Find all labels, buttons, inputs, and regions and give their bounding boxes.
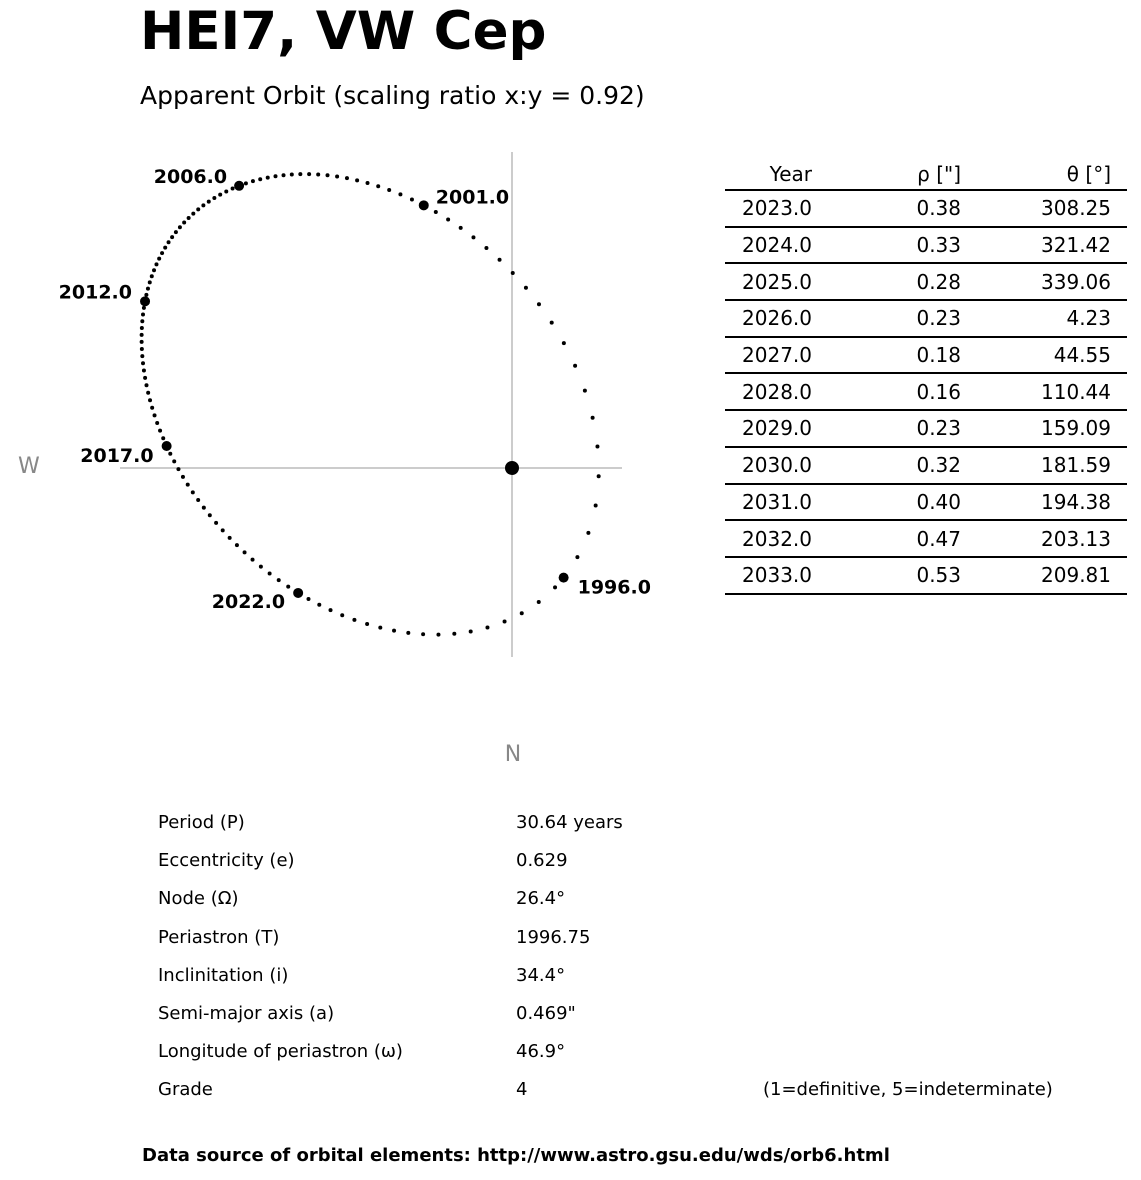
data-source-note: Data source of orbital elements: http://www.astro.gsu.edu/wds/orb6.html bbox=[142, 1145, 890, 1166]
element-value: 1996.75 bbox=[516, 926, 591, 948]
orbit-dot bbox=[182, 221, 186, 225]
orbit-dot bbox=[434, 210, 438, 214]
orbit-dot bbox=[575, 555, 579, 559]
table-cell-col-theta: 209.81 bbox=[961, 557, 1127, 594]
orbit-dot bbox=[143, 376, 147, 380]
table-cell-col-theta: 181.59 bbox=[961, 447, 1127, 484]
orbit-dot bbox=[146, 391, 150, 395]
table-row bbox=[725, 337, 1127, 374]
orbit-dot bbox=[286, 585, 290, 589]
table-cell-col-year: 2026.0 bbox=[725, 300, 815, 337]
orbit-dot bbox=[142, 369, 146, 373]
element-label: Grade bbox=[158, 1079, 213, 1101]
table-cell-col-year: 2032.0 bbox=[725, 520, 815, 557]
orbit-dot bbox=[141, 361, 145, 365]
orbit-dot bbox=[167, 240, 171, 244]
orbit-dot bbox=[187, 216, 191, 220]
orbit-dot bbox=[553, 585, 557, 589]
orbit-dot bbox=[148, 280, 152, 284]
orbit-dot bbox=[392, 629, 396, 633]
orbit-dot bbox=[459, 226, 463, 230]
element-row bbox=[0, 1033, 1141, 1071]
orbit-dot bbox=[485, 626, 489, 630]
orbit-dot bbox=[406, 631, 410, 635]
element-label: Periastron (T) bbox=[158, 926, 280, 948]
table-cell-col-year: 2025.0 bbox=[725, 263, 815, 300]
table-cell-col-theta: 4.23 bbox=[961, 300, 1127, 337]
orbit-dot bbox=[170, 235, 174, 239]
orbit-dot bbox=[345, 176, 349, 180]
orbit-dot bbox=[140, 319, 144, 323]
table-cell-col-year: 2031.0 bbox=[725, 484, 815, 521]
orbit-dot bbox=[329, 608, 333, 612]
element-row bbox=[0, 880, 1141, 918]
orbit-dot bbox=[307, 172, 311, 176]
orbit-dot bbox=[150, 274, 154, 278]
table-cell-col-theta: 44.55 bbox=[961, 337, 1127, 374]
orbit-dot bbox=[352, 618, 356, 622]
orbit-dot bbox=[446, 217, 450, 221]
orbit-dot bbox=[161, 436, 165, 440]
table-cell-col-year: 2028.0 bbox=[725, 373, 815, 410]
epoch-label: 2022.0 bbox=[211, 590, 286, 613]
orbit-plot bbox=[0, 0, 700, 800]
ephemeris-table bbox=[725, 158, 1127, 595]
orbit-dot bbox=[212, 196, 216, 200]
orbit-dot bbox=[243, 550, 247, 554]
orbit-dot bbox=[562, 341, 566, 345]
element-value: 34.4° bbox=[516, 964, 566, 986]
orbit-dot bbox=[277, 578, 281, 582]
orbit-dot bbox=[410, 198, 414, 202]
orbit-dot bbox=[365, 622, 369, 626]
table-cell-col-rho: 0.53 bbox=[815, 557, 961, 594]
epoch-dot bbox=[559, 573, 569, 583]
orbit-dot bbox=[366, 181, 370, 185]
orbit-dot bbox=[224, 189, 228, 193]
table-cell-col-rho: 0.28 bbox=[815, 263, 961, 300]
table-row bbox=[725, 300, 1127, 337]
orbit-dot bbox=[268, 571, 272, 575]
epoch-dot bbox=[162, 441, 172, 451]
orbit-dot bbox=[259, 565, 263, 569]
element-value: 46.9° bbox=[516, 1041, 566, 1063]
orbit-dot bbox=[168, 452, 172, 456]
orbit-dot bbox=[142, 306, 146, 310]
orbit-dot bbox=[191, 212, 195, 216]
orbit-dot bbox=[140, 333, 144, 337]
element-row bbox=[0, 957, 1141, 995]
table-cell-col-year: 2030.0 bbox=[725, 447, 815, 484]
orbit-dot bbox=[191, 490, 195, 494]
element-row bbox=[0, 1071, 1141, 1109]
orbit-dot bbox=[452, 632, 456, 636]
orbit-dot bbox=[597, 474, 601, 478]
orbit-dot bbox=[157, 257, 161, 261]
orbit-dot bbox=[235, 543, 239, 547]
orbit-dot bbox=[140, 326, 144, 330]
orbit-dot bbox=[144, 293, 148, 297]
page-title: HEI7, VW Cep bbox=[140, 1, 547, 62]
ephemeris-table-body bbox=[725, 190, 1127, 594]
orbit-dot bbox=[244, 181, 248, 185]
orbit-dot bbox=[326, 173, 330, 177]
table-cell-col-year: 2029.0 bbox=[725, 410, 815, 447]
epoch-label: 2012.0 bbox=[58, 281, 132, 304]
west-label: W bbox=[18, 454, 40, 479]
table-cell-col-theta: 339.06 bbox=[961, 263, 1127, 300]
epoch-dot bbox=[140, 296, 150, 306]
primary-star-marker bbox=[505, 461, 519, 475]
element-value: 30.64 years bbox=[516, 812, 623, 833]
orbit-dot bbox=[550, 321, 554, 325]
orbit-dot bbox=[218, 193, 222, 197]
table-cell-col-rho: 0.38 bbox=[815, 190, 961, 227]
element-value: 0.469" bbox=[516, 1003, 576, 1024]
element-value: 26.4° bbox=[516, 888, 566, 910]
element-label: Eccentricity (e) bbox=[158, 850, 295, 872]
table-row bbox=[725, 373, 1127, 410]
table-cell-col-rho: 0.23 bbox=[815, 300, 961, 337]
epoch-label: 2001.0 bbox=[435, 186, 510, 209]
table-cell-col-year: 2024.0 bbox=[725, 227, 815, 264]
orbit-dot bbox=[298, 172, 302, 176]
table-row bbox=[725, 520, 1127, 557]
orbit-dot bbox=[524, 286, 528, 290]
table-cell-col-year: 2033.0 bbox=[725, 557, 815, 594]
orbit-dot bbox=[150, 406, 154, 410]
orbit-dot bbox=[176, 467, 180, 471]
table-cell-col-theta: 308.25 bbox=[961, 190, 1127, 227]
table-row bbox=[725, 227, 1127, 264]
orbit-dot bbox=[145, 383, 149, 387]
element-label: Semi-major axis (a) bbox=[158, 1003, 335, 1024]
epoch-label: 2006.0 bbox=[153, 165, 228, 188]
epoch-label: 1996.0 bbox=[577, 576, 651, 599]
orbit-dot bbox=[214, 521, 218, 525]
orbit-dot bbox=[266, 176, 270, 180]
table-cell-col-rho: 0.47 bbox=[815, 520, 961, 557]
table-row bbox=[725, 263, 1127, 300]
orbit-dot bbox=[186, 483, 190, 487]
orbit-dot bbox=[196, 207, 200, 211]
table-row bbox=[725, 557, 1127, 594]
table-row bbox=[725, 447, 1127, 484]
orbit-dot bbox=[274, 174, 278, 178]
orbit-dot bbox=[146, 287, 150, 291]
orbit-dot bbox=[376, 184, 380, 188]
orbit-dot bbox=[140, 354, 144, 358]
orbit-dot bbox=[498, 258, 502, 262]
table-row bbox=[725, 190, 1127, 227]
orbit-dot bbox=[140, 347, 144, 351]
orbit-dot bbox=[251, 179, 255, 183]
element-label: Longitude of periastron (ω) bbox=[158, 1041, 403, 1063]
table-cell-col-year: 2027.0 bbox=[725, 337, 815, 374]
orbit-dot bbox=[154, 262, 158, 266]
orbit-dot bbox=[594, 504, 598, 508]
orbit-dot bbox=[282, 173, 286, 177]
orbit-dot bbox=[201, 203, 205, 207]
table-cell-col-rho: 0.23 bbox=[815, 410, 961, 447]
ephemeris-table-header bbox=[725, 158, 1127, 190]
orbit-dot bbox=[155, 421, 159, 425]
table-cell-col-theta: 194.38 bbox=[961, 484, 1127, 521]
table-header-col-theta: θ [°] bbox=[961, 158, 1127, 190]
orbit-dot bbox=[181, 475, 185, 479]
orbit-dot bbox=[152, 268, 156, 272]
orbit-dot bbox=[471, 235, 475, 239]
table-cell-col-year: 2023.0 bbox=[725, 190, 815, 227]
orbit-dot bbox=[503, 620, 507, 624]
orbit-dot bbox=[355, 178, 359, 182]
epoch-label: 2017.0 bbox=[80, 445, 154, 467]
orbit-dot bbox=[228, 536, 232, 540]
orbit-dot bbox=[586, 531, 590, 535]
element-label: Period (P) bbox=[158, 812, 245, 833]
orbit-dot bbox=[306, 597, 310, 601]
orbit-dot bbox=[148, 398, 152, 402]
orbit-dot bbox=[258, 177, 262, 181]
orbit-dot bbox=[153, 413, 157, 417]
north-label: N bbox=[504, 742, 522, 767]
table-cell-col-theta: 203.13 bbox=[961, 520, 1127, 557]
orbit-dot bbox=[317, 603, 321, 607]
orbit-dot bbox=[202, 506, 206, 510]
orbit-dot bbox=[511, 271, 515, 275]
element-row bbox=[0, 842, 1141, 880]
orbit-dot bbox=[573, 364, 577, 368]
element-row bbox=[0, 804, 1141, 842]
orbit-dot bbox=[196, 498, 200, 502]
table-cell-col-rho: 0.18 bbox=[815, 337, 961, 374]
orbit-dot bbox=[436, 633, 440, 637]
table-cell-col-theta: 321.42 bbox=[961, 227, 1127, 264]
orbit-dot bbox=[421, 632, 425, 636]
element-value: 0.629 bbox=[516, 850, 568, 872]
element-row bbox=[0, 919, 1141, 957]
orbit-dot bbox=[398, 192, 402, 196]
orbit-dot bbox=[290, 173, 294, 177]
orbit-dot bbox=[537, 600, 541, 604]
table-cell-col-rho: 0.16 bbox=[815, 373, 961, 410]
orbit-dot bbox=[231, 187, 235, 191]
orbit-dot bbox=[387, 188, 391, 192]
orbit-dot bbox=[221, 528, 225, 532]
orbit-dot bbox=[583, 389, 587, 393]
orbit-dot bbox=[158, 429, 162, 433]
orbit-dot bbox=[484, 246, 488, 250]
orbit-dot bbox=[208, 513, 212, 517]
orbit-dot bbox=[335, 175, 339, 179]
orbit-dot bbox=[160, 251, 164, 255]
element-row bbox=[0, 995, 1141, 1033]
orbit-dot bbox=[591, 416, 595, 420]
orbit-dot bbox=[595, 445, 599, 449]
table-row bbox=[725, 484, 1127, 521]
orbit-dot bbox=[141, 312, 145, 316]
orbit-dot bbox=[469, 629, 473, 633]
orbit-dot bbox=[163, 246, 167, 250]
orbit-dot bbox=[174, 230, 178, 234]
table-cell-col-theta: 159.09 bbox=[961, 410, 1127, 447]
element-label: Inclinitation (i) bbox=[158, 964, 289, 986]
orbit-dot bbox=[378, 626, 382, 630]
table-header-row bbox=[725, 158, 1127, 190]
orbit-dot bbox=[520, 611, 524, 615]
orbit-dot bbox=[172, 459, 176, 463]
orbit-dot bbox=[178, 225, 182, 229]
orbit-dot bbox=[207, 200, 211, 204]
orbit-dot bbox=[251, 558, 255, 562]
table-cell-col-rho: 0.32 bbox=[815, 447, 961, 484]
orbit-dot bbox=[140, 340, 144, 344]
table-cell-col-rho: 0.33 bbox=[815, 227, 961, 264]
table-cell-col-rho: 0.40 bbox=[815, 484, 961, 521]
element-value: 4 bbox=[516, 1079, 528, 1101]
orbit-dot bbox=[340, 613, 344, 617]
table-row bbox=[725, 410, 1127, 447]
epoch-dot bbox=[293, 588, 303, 598]
element-note: (1=definitive, 5=indeterminate) bbox=[763, 1079, 1053, 1101]
orbit-dot bbox=[537, 302, 541, 306]
epoch-dot bbox=[234, 181, 244, 191]
table-header-col-rho: ρ ["] bbox=[815, 158, 961, 190]
element-label: Node (Ω) bbox=[158, 888, 239, 910]
table-header-col-year: Year bbox=[725, 158, 815, 190]
page-subtitle: Apparent Orbit (scaling ratio x:y = 0.92) bbox=[140, 81, 645, 110]
table-cell-col-theta: 110.44 bbox=[961, 373, 1127, 410]
orbit-dot bbox=[316, 173, 320, 177]
epoch-dot bbox=[419, 200, 429, 210]
